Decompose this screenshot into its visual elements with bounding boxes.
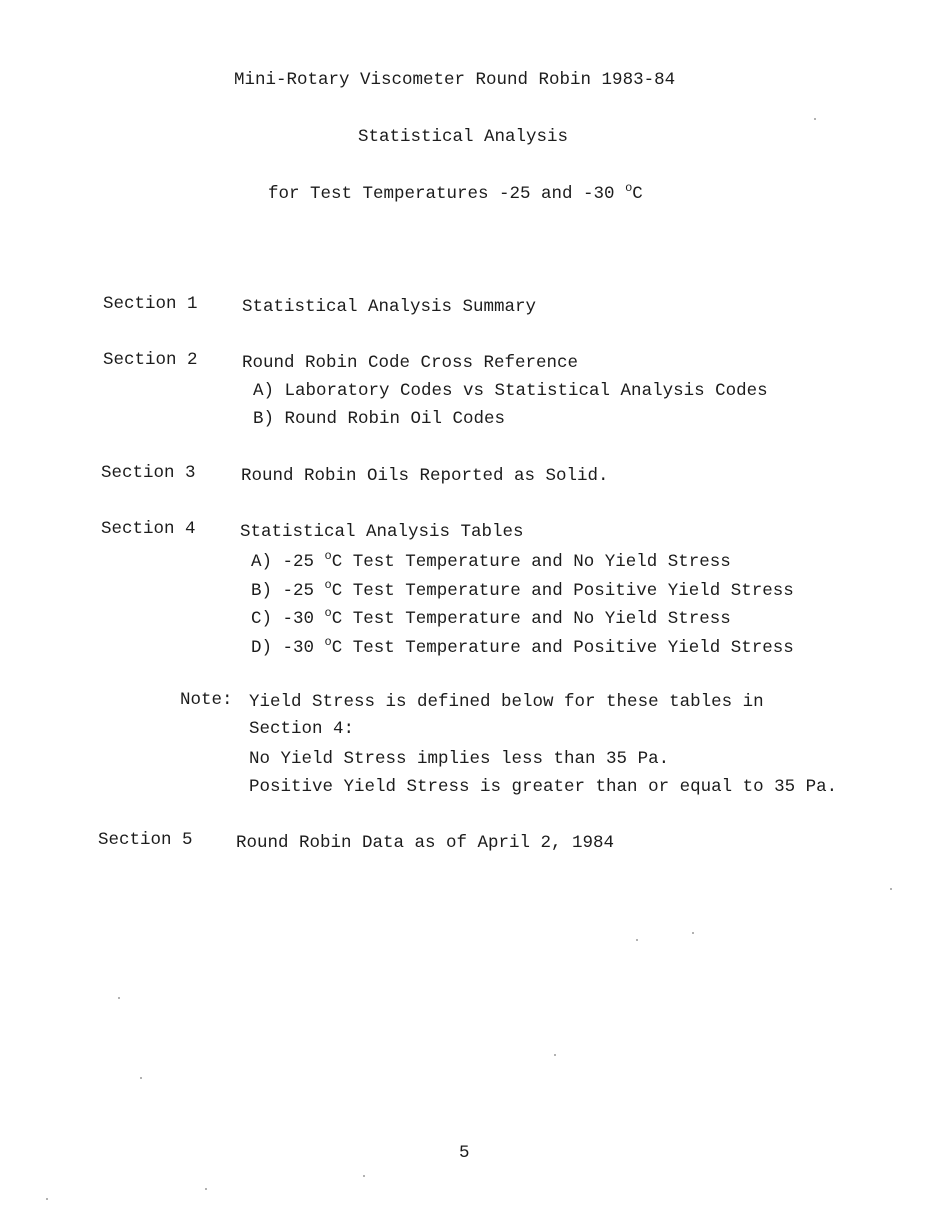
section-3-title: Round Robin Oils Reported as Solid.	[241, 466, 609, 486]
item-b-text: C Test Temperature and Positive Yield Stress	[331, 581, 794, 601]
scan-speck	[554, 1054, 556, 1056]
section-4-title: Statistical Analysis Tables	[240, 522, 524, 542]
degree-symbol: o	[625, 181, 633, 195]
document-title: Mini-Rotary Viscometer Round Robin 1983-84	[234, 70, 676, 90]
scan-speck	[890, 888, 892, 890]
item-b-prefix: B) -25	[251, 581, 325, 601]
section-2-title: Round Robin Code Cross Reference	[242, 353, 579, 373]
section-2-item-b: B) Round Robin Oil Codes	[253, 409, 506, 429]
test-temperatures-text: for Test Temperatures -25 and -30	[268, 184, 626, 204]
degree-symbol: o	[324, 578, 332, 592]
section-4-item-c	[251, 606, 731, 629]
section-3-label: Section 3	[101, 463, 196, 483]
scan-speck	[118, 997, 120, 999]
item-a-prefix: A) -25	[251, 552, 325, 572]
test-temperatures-line	[268, 181, 643, 204]
temperature-unit: C	[632, 184, 643, 204]
scan-speck	[205, 1188, 207, 1190]
section-2-item-a: A) Laboratory Codes vs Statistical Analysis Codes	[253, 381, 768, 401]
degree-symbol: o	[324, 606, 332, 620]
section-4-item-d	[251, 635, 794, 658]
item-d-prefix: D) -30	[251, 638, 325, 658]
note-line-3: No Yield Stress implies less than 35 Pa.	[249, 749, 670, 769]
note-line-1: Yield Stress is defined below for these tables in	[249, 692, 764, 712]
degree-symbol: o	[324, 549, 332, 563]
item-a-text: C Test Temperature and No Yield Stress	[331, 552, 731, 572]
scan-speck	[140, 1077, 142, 1079]
section-4-item-a	[251, 549, 731, 572]
note-line-2: Section 4:	[249, 719, 355, 739]
section-4-item-b	[251, 578, 794, 601]
section-4-label: Section 4	[101, 519, 196, 539]
item-c-text: C Test Temperature and No Yield Stress	[331, 609, 731, 629]
document-subtitle: Statistical Analysis	[358, 127, 569, 147]
scan-speck	[692, 932, 694, 934]
item-c-prefix: C) -30	[251, 609, 325, 629]
scan-speck	[814, 118, 816, 120]
section-2-label: Section 2	[103, 350, 198, 370]
section-5-title: Round Robin Data as of April 2, 1984	[236, 833, 615, 853]
note-line-4: Positive Yield Stress is greater than or equal to 35 Pa.	[249, 777, 838, 797]
item-d-text: C Test Temperature and Positive Yield Stress	[331, 638, 794, 658]
note-label: Note:	[180, 690, 233, 710]
scan-speck	[46, 1198, 48, 1200]
section-1-label: Section 1	[103, 294, 198, 314]
section-5-label: Section 5	[98, 830, 193, 850]
page-number: 5	[459, 1143, 470, 1163]
degree-symbol: o	[324, 635, 332, 649]
section-1-title: Statistical Analysis Summary	[242, 297, 537, 317]
scan-speck	[636, 939, 638, 941]
scan-speck	[363, 1175, 365, 1177]
